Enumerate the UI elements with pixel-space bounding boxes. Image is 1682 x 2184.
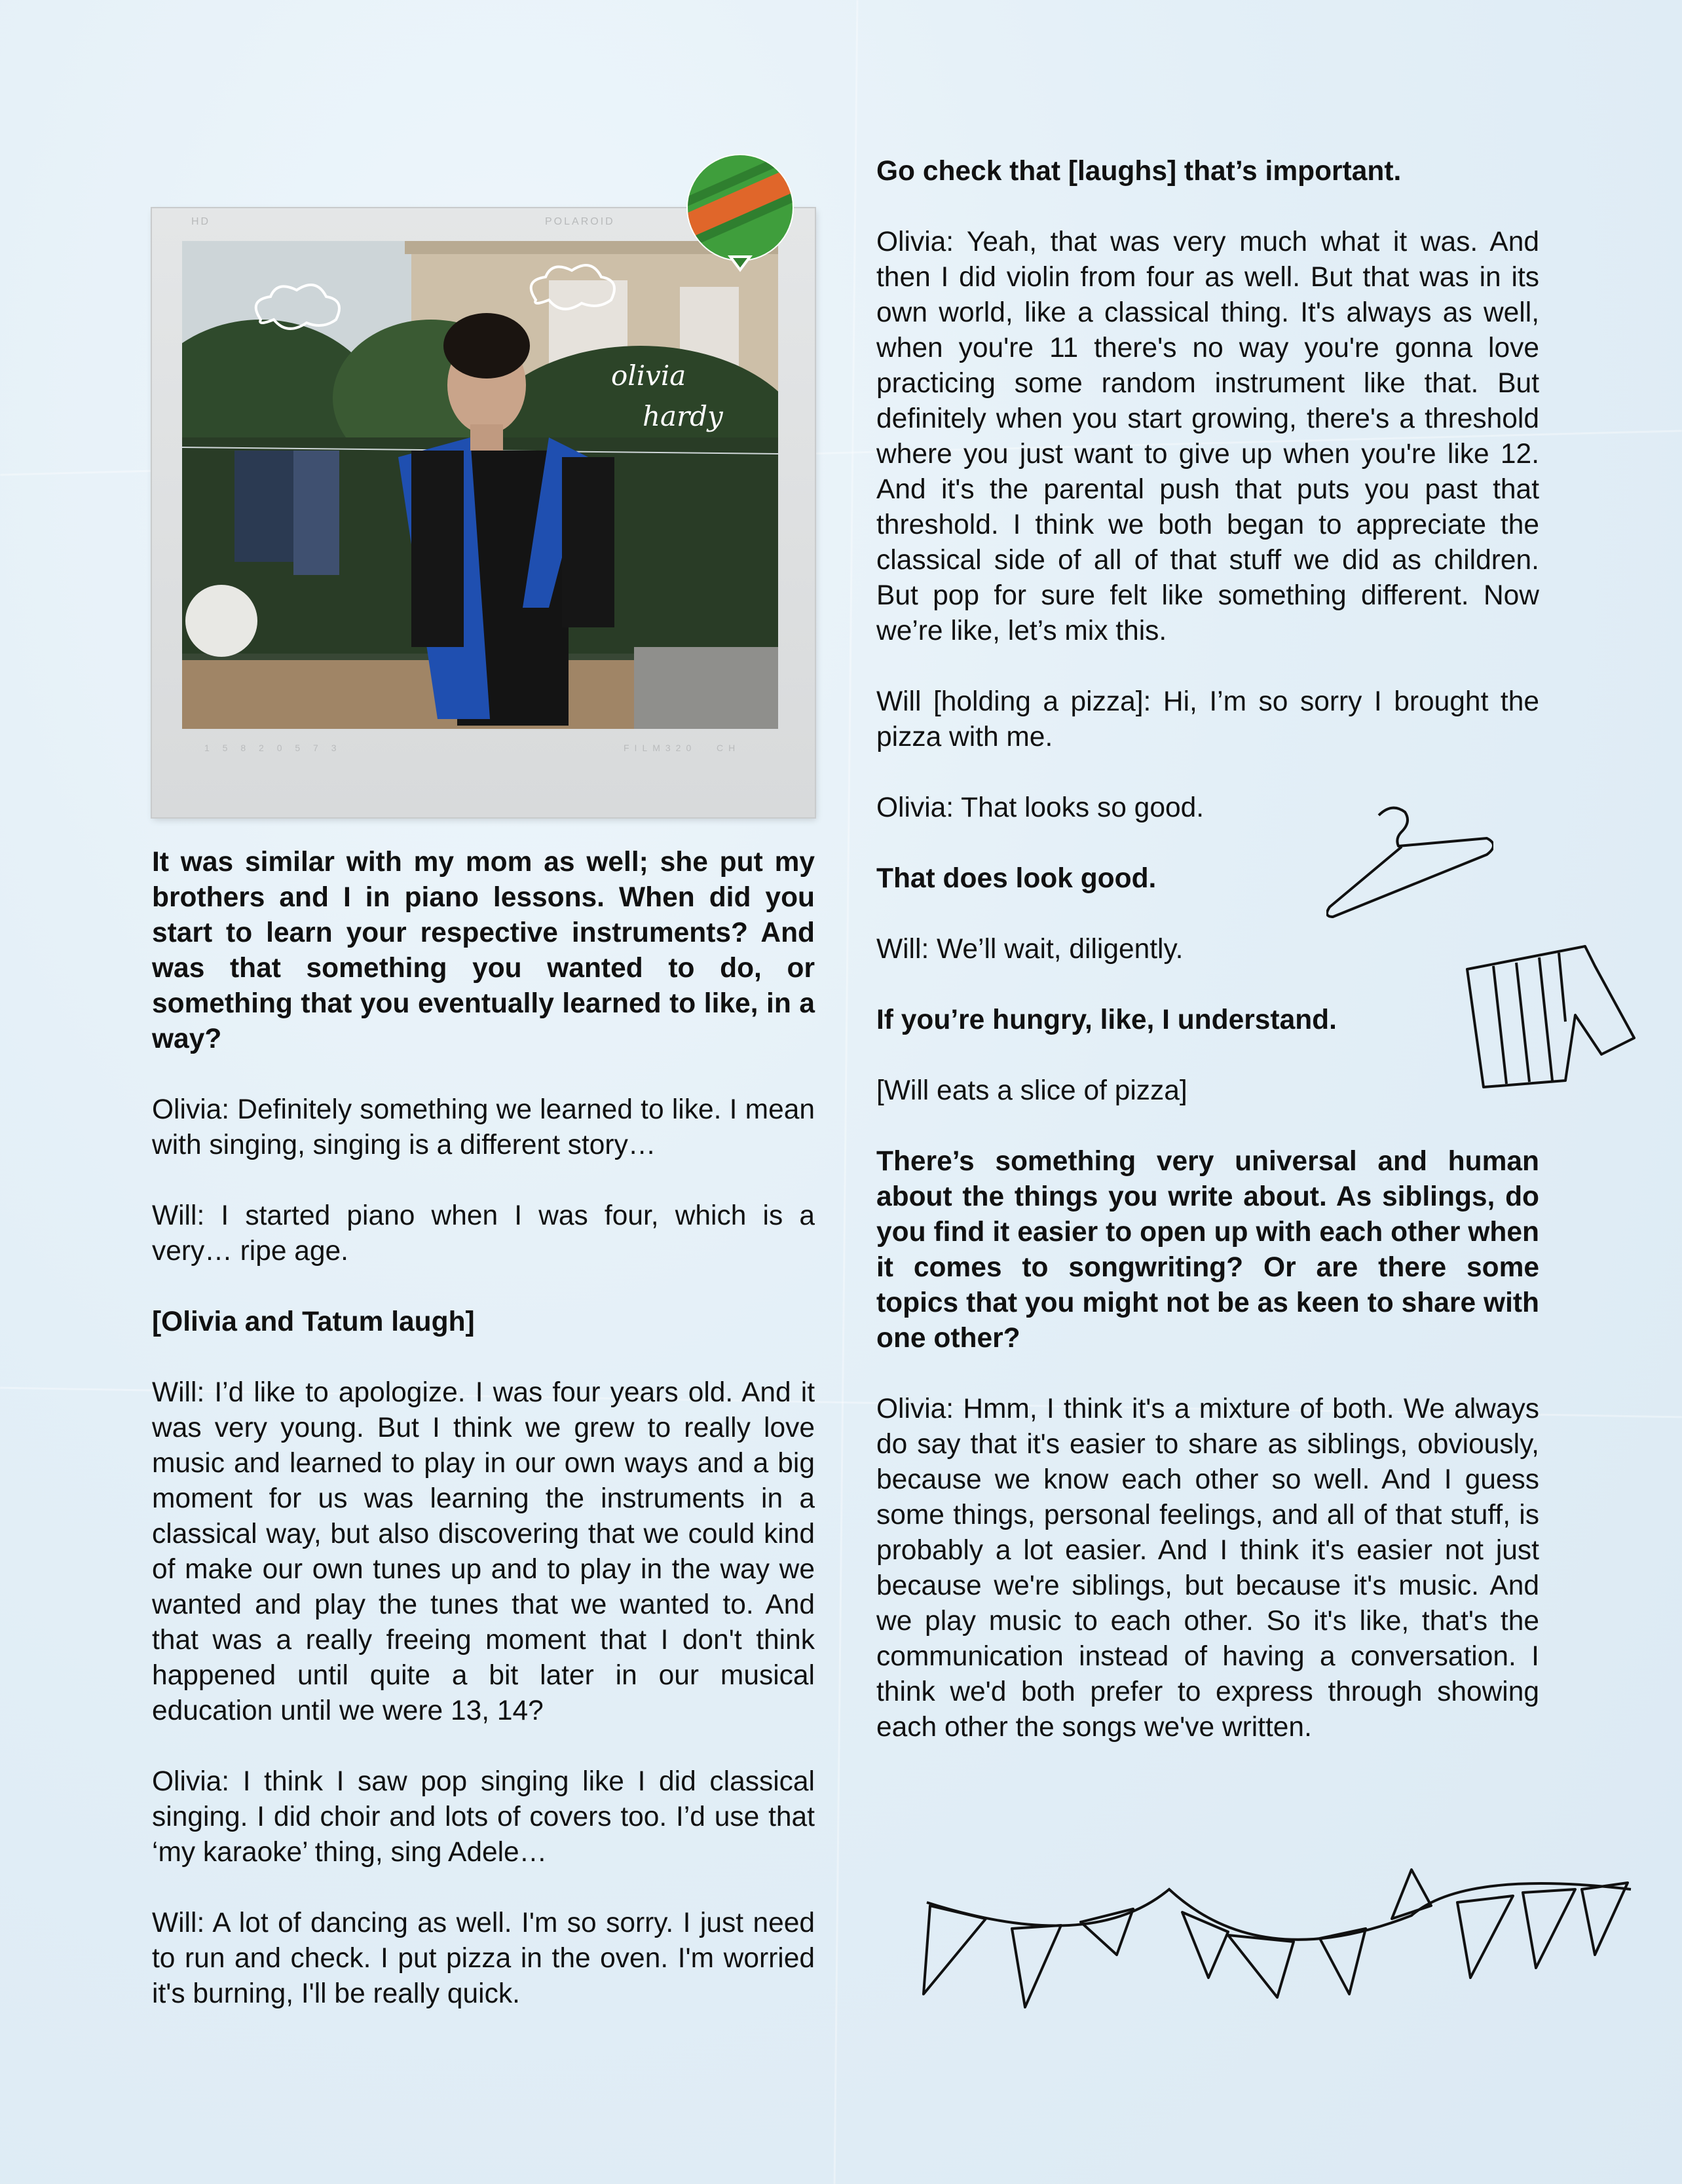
answer-paragraph: Will [holding a pizza]: Hi, I’m so sorry I brought the pizza with me.: [876, 686, 1539, 752]
portrait-photo: [182, 241, 778, 729]
polaroid-photo-frame: [152, 208, 815, 817]
handwritten-name-line2: hardy: [643, 400, 723, 432]
paper-crease: [834, 0, 859, 2184]
bunting-doodle-icon: [920, 1863, 1641, 2014]
question-paragraph: There’s something very universal and human about the things you write about. As siblings, do you find it easier to open up with each other when it comes to songwriting? Or are there some topics that you might not be as keen to share with one other?: [876, 1146, 1539, 1354]
shorts-doodle-icon: [1461, 943, 1637, 1090]
stage-direction: [Olivia and Tatum laugh]: [152, 1306, 475, 1337]
answer-paragraph: Will: A lot of dancing as well. I'm so sorry. I just need to run and check. I put pizza in the oven. I'm worried it's burning, I'll be really quick.: [152, 1908, 815, 2009]
handwritten-name-caption: [611, 356, 778, 473]
answer-paragraph: Olivia: I think I saw pop singing like I did classical singing. I did choir and lots of covers too. I’d use that ‘my karaoke’ thing, sing Adele…: [152, 1766, 815, 1868]
right-text-column: [876, 154, 1539, 1781]
answer-paragraph: Will: I started piano when I was four, which is a very… ripe age.: [152, 1200, 815, 1267]
question-paragraph: That does look good.: [876, 863, 1157, 894]
answer-paragraph: Olivia: Definitely something we learned to like. I mean with singing, singing is a different story…: [152, 1094, 815, 1160]
left-text-column: [152, 845, 815, 2047]
stage-direction: [Will eats a slice of pizza]: [876, 1075, 1187, 1106]
polaroid-bottom-code: 1 5 8 2 0 5 7 3: [204, 743, 342, 753]
polaroid-bottom-ch: CH: [717, 743, 741, 753]
answer-paragraph: Olivia: Yeah, that was very much what it was. And then I did violin from four as well. But that was in its own world, like a classical thing. It's always as well, when you're 11 there's no way you're gonna love practicing some random instrument like that. But definitely when you start growing, there's a threshold where you just want to give up when you're like 12. And it's the parental push that puts you past that threshold. I think we both began to appreciate the classical side of all of that stuff we did as children. But pop for sure felt like something different. Now we’re like, let’s mix this.: [876, 227, 1539, 646]
answer-paragraph: Will: I’d like to apologize. I was four years old. And it was very young. But I think we grew to really love music and learned to play in our own ways and a big moment for us was learning the instruments in a classical way, but also discovering that we could kind of make our own tunes up and to play in the way we wanted and play the tunes that we wanted to. And that was a really freeing moment that I don't think happened until quite a bit later in our musical education until we were 13, 14?: [152, 1377, 815, 1726]
answer-paragraph: Olivia: That looks so good.: [876, 792, 1205, 823]
portrait-photo-illustration: [182, 241, 778, 729]
balloon-sticker-icon: [684, 152, 796, 289]
polaroid-top-label-right: POLAROID: [545, 216, 615, 227]
polaroid-top-label-left: HD: [191, 216, 211, 227]
answer-paragraph: Will: We’ll wait, diligently.: [876, 934, 1184, 965]
handwritten-name-line1: olivia: [611, 360, 686, 392]
question-paragraph: If you’re hungry, like, I understand.: [876, 1005, 1337, 1035]
hanger-doodle-icon: [1326, 802, 1493, 920]
question-paragraph: Go check that [laughs] that’s important.: [876, 156, 1402, 187]
polaroid-bottom-film: FILM320: [624, 743, 697, 753]
answer-paragraph: Olivia: Hmm, I think it's a mixture of both. We always do say that it's easier to share as siblings, obviously, because we know each other so well. And I guess some things, personal feelings, and all of that stuff, is probably a lot easier. And I think it's easier not just because we're siblings, but because it's music. And we play music to each other. So it's like, that's the communication instead of having a conversation. I think we'd both prefer to express through showing each other the songs we've written.: [876, 1394, 1539, 1743]
question-paragraph: It was similar with my mom as well; she put my brothers and I in piano lessons. When did you start to learn your respective instruments? And was that something you wanted to do, or something that you eventually learned to like, in a way?: [152, 847, 815, 1054]
